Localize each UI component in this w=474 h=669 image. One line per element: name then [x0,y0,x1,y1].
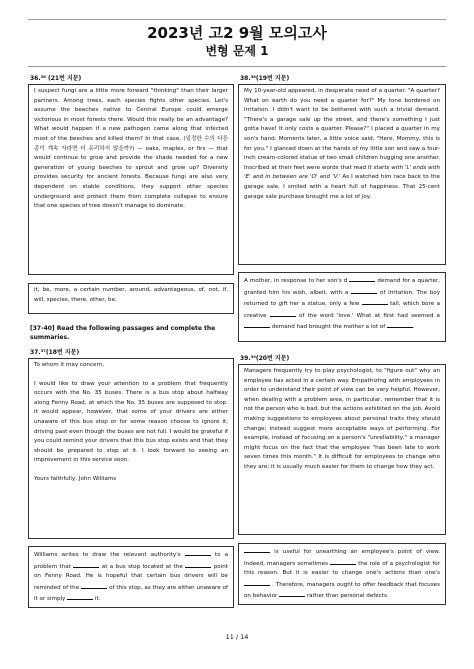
answer-blank[interactable] [185,561,211,568]
question-39-passage: Managers frequently try to play psychologist, to "figure out" why an employee has acted in a certain way. Empathizing with employees in order to understand their point of view can be very helpful. However, when dealing with a problem area, in particular, remember that it is not the person who is bad, but the actions exhibited on the job. Avoid making suggestions to employees about personal traits they should change; instead suggest more acceptable ways of performing. For example, instead of focusing on a person's "unreliability," a manager might focus on the fact that the employee "has been late to work seven times this month." It is difficult for employees to change who they are; it is usually much easier for them to change how they act. [244,368,440,470]
answer-blank[interactable] [185,549,211,556]
question-39-passage-box [238,364,446,535]
question-37-summary: Williams writes to draw the relevant authority's to a problem that at a bus stop located at the point on Fenny Road. He is hopeful that certain bus drivers will be reminded of the of this stop, as they are either unaware of it or simply it. [34,549,228,605]
question-36-passage-box [28,84,234,275]
question-39-summary-box [238,543,446,605]
word-bank-text: it, be, more, a certain number, around, advantageous, of, not, if, will, species, there, other, be, [34,287,228,303]
answer-blank[interactable] [73,561,99,568]
answer-blank[interactable] [244,546,270,553]
question-38-heading: 38.³⁸(19번 지문) [240,75,290,82]
question-38-passage: My 10-year-old appeared, in desperate need of a quarter. "A quarter? What on earth do you need a quarter for?" My tone bordered on irritation. I didn't want to be bothered with such a trivial demand. "There's a garage sale up the street, and there's something I just gotta have! It only costs a quarter. Please?" I placed a quarter in my son's hand. Moments later, a little voice said, "Here, Mommy, this is for you." I glanced down at the hands of my little son and saw a four-inch cream-colored statue of two small children hugging one another. Inscribed at their feet were words that read It starts with 'L' ends with 'E' and in between are 'O' and 'V.' As I watched him race back to the garage sale, I smiled with a heart full of happiness. That 25-cent garage sale purchase brought me a lot of joy. [244,88,440,200]
letter-body: I would like to draw your attention to a problem that frequently occurs with the No. 35 buses. There is a bus stop about halfway along Fenny Road, at which the No. 35 buses are supposed to stop. It would appear, however, that some of your drivers are either unaware of this bus stop or for some reason choose to ignore it, driving past even though the buses are not full. I would be grateful if you could remind your drivers that this bus stop exists and that they should be prepared to stop at it. I look forward to seeing an improvement in this service soon. [34,380,228,464]
answer-blank[interactable] [67,593,93,600]
answer-blank[interactable] [362,298,388,305]
answer-blank[interactable] [349,275,375,282]
question-36-passage: I suspect fungi are a little more forward "thinking" than their larger partners. Among trees, each species fights other species. Let's assume the beeches native to Central Europe could emerge victorious in most forests there. Would this really be an advantage? What would happen if a new pathogen came along that infected most of the beeches and killed them? In that case, (일정한 수의 다른 종이 계속 자라면 더 유리하지 않을까?) — oaks, maples, or firs — that would continue to grow and provide the shade needed for a new generation of young beeches to sprout and grow up? Diversity provides security for ancient forests. Because fungi are also very dependent on stable conditions, they support other species underground and protect them from complete collapse to ensure that one species of tree doesn't manage to dominate. [34,88,228,210]
question-38-summary-box [238,272,446,342]
question-36-word-bank [28,283,234,314]
question-39-summary: is useful for unearthing an employee's point of view. Indeed, managers sometimes the role of a psychologist for this reason. But it is easier to change one's actions than one's . Therefore, managers ought to offer feedback that focuses on behavior rather than personal defects. [244,546,440,602]
question-38-summary: A mother, in response to her son's d demand for a quarter, granted him his wish, albeit, with a of irritation. The boy returned to gift her a statue, only a few tall, which bore a creative of the word 'love.' What at first had seemed a demand had brought the mother a lot of . [244,275,440,333]
answer-blank[interactable] [81,582,107,589]
answer-blank[interactable] [270,310,296,317]
question-38-passage-box [238,84,446,265]
letter-closing: Yours faithfully, John Williams [34,475,117,482]
answer-blank[interactable] [330,558,356,565]
question-37-heading: 37.³⁷(18번 지문) [30,349,80,356]
question-37-summary-box [28,546,234,608]
question-36-heading: 36.³⁶ (21번 지문) [30,75,82,82]
question-39-heading: 39.³⁹(20번 지문) [240,355,290,362]
page-number: 11 / 14 [225,633,249,641]
answer-blank[interactable] [279,590,305,597]
header-bottom-rule [28,66,446,67]
letter-greeting: To whom it may concern, [34,362,105,368]
section-instructions: [37-40] Read the following passages and complete the summaries. [30,325,216,341]
header-top-rule [28,19,446,20]
page-subtitle: 변형 문제 1 [205,44,269,58]
page-title: 2023년 고2 9월 모의고사 [147,24,327,42]
question-37-passage-box [28,358,234,539]
answer-blank[interactable] [387,321,413,328]
answer-blank[interactable] [244,321,270,328]
answer-blank[interactable] [351,287,377,294]
answer-blank[interactable] [244,579,270,586]
